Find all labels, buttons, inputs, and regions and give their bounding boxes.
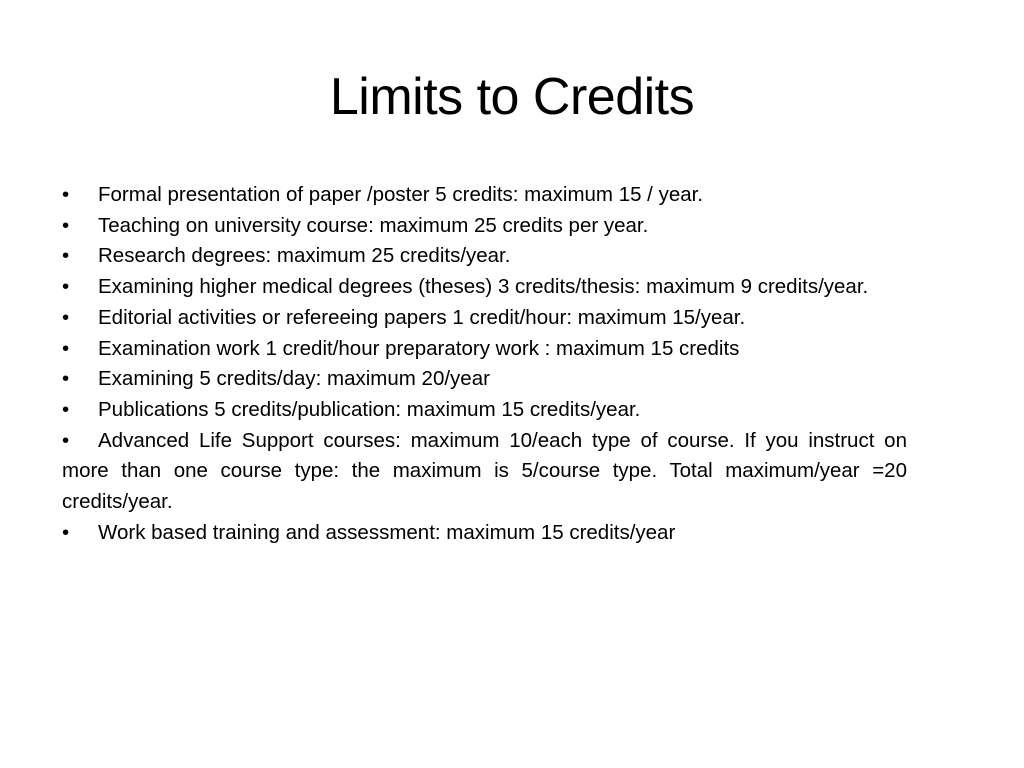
bullet-icon: • bbox=[62, 520, 70, 544]
list-item bbox=[62, 180, 907, 211]
list-item bbox=[62, 303, 907, 334]
bullet-icon: • bbox=[62, 367, 70, 391]
list-item bbox=[62, 426, 907, 518]
list-item bbox=[62, 395, 907, 426]
bullet-icon: • bbox=[62, 305, 70, 329]
list-item-text: Editorial activities or refereeing papers 1 credit/hour: maximum 15/year. bbox=[98, 305, 746, 329]
slide-title: Limits to Credits bbox=[329, 68, 695, 126]
bullet-icon: • bbox=[62, 428, 70, 452]
list-item bbox=[62, 334, 907, 365]
bullet-icon: • bbox=[62, 336, 70, 360]
list-item-text: Examination work 1 credit/hour preparatory work : maximum 15 credits bbox=[98, 336, 740, 360]
list-item-text: Formal presentation of paper /poster 5 credits: maximum 15 / year. bbox=[98, 183, 704, 206]
bullet-icon: • bbox=[62, 397, 70, 421]
list-item-text: Advanced Life Support courses: maximum 10/each type of course. If you instruct on more than one course type: the maximum is 5/course type. Total maximum/year =20 credits/year. bbox=[62, 428, 907, 514]
bullet-icon: • bbox=[62, 183, 70, 206]
list-item-text: Examining higher medical degrees (theses) 3 credits/thesis: maximum 9 credits/year. bbox=[98, 275, 869, 299]
bullet-list bbox=[62, 180, 907, 548]
bullet-icon: • bbox=[62, 275, 70, 299]
list-item-text: Work based training and assessment: maximum 15 credits/year bbox=[98, 520, 676, 544]
list-item bbox=[62, 364, 907, 395]
list-item-text: Research degrees: maximum 25 credits/year. bbox=[98, 244, 511, 268]
list-item bbox=[62, 241, 907, 272]
bullet-icon: • bbox=[62, 244, 70, 268]
list-item-text: Examining 5 credits/day: maximum 20/year bbox=[98, 367, 490, 391]
list-item bbox=[62, 211, 907, 242]
list-item-text: Publications 5 credits/publication: maximum 15 credits/year. bbox=[98, 397, 641, 421]
list-item-text: Teaching on university course: maximum 25 credits per year. bbox=[98, 213, 649, 237]
list-item bbox=[62, 272, 907, 303]
list-item bbox=[62, 518, 907, 549]
bullet-icon: • bbox=[62, 213, 70, 237]
